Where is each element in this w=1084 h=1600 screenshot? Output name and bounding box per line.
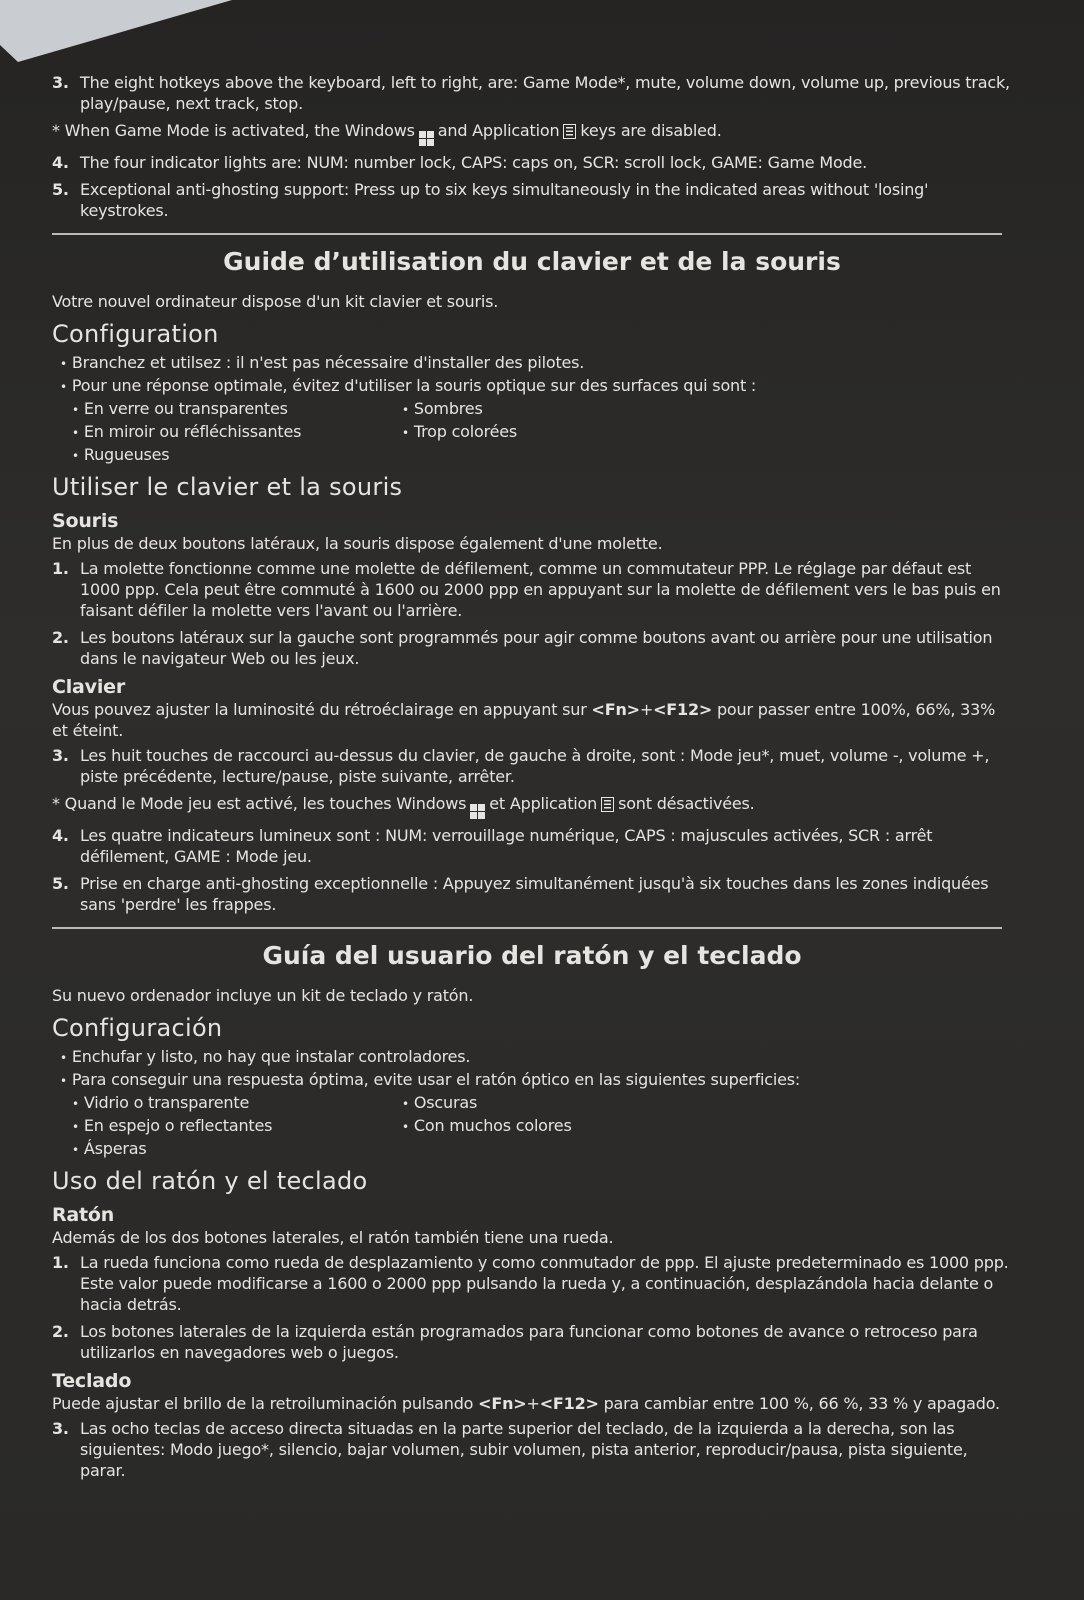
intro-text: Su nuevo ordenador incluye un kit de teclado y ratón. bbox=[52, 986, 474, 1005]
f12-key: <F12> bbox=[539, 1394, 599, 1413]
footnote-text: * Quand le Mode jeu est activé, les touches Windows bbox=[52, 794, 467, 813]
mouse-heading: Ratón bbox=[52, 1204, 115, 1226]
keyboard-intro-text: Puede ajustar el brillo de la retroiluminación pulsando bbox=[52, 1394, 479, 1413]
item-text: Exceptional anti-ghosting support: Press up to six keys simultaneously in the indicated areas without 'losing' keystrokes. bbox=[80, 180, 929, 220]
item-text: La molette fonctionne comme une molette de défilement, comme un commutateur PPP. Le réglage par défaut est 1000 ppp. Cela peut être commuté à 1600 ou 2000 ppp en appuyant sur la molette de défilement vers le bas puis en faisant défiler la molette vers l'avant ou l'arrière. bbox=[80, 559, 1001, 620]
mouse-heading: Souris bbox=[52, 510, 119, 532]
bullet-item: • Branchez et utilsez : il n'est pas nécessaire d'installer des pilotes. bbox=[52, 352, 1012, 375]
item-text: Las ocho teclas de acceso directa situadas en la parte superior del teclado, de la izquierda a la derecha, son las siguientes: Modo juego*, silencio, bajar volumen, subir volumen, pista anterior, reproducir/pausa, pista siguiente, parar. bbox=[80, 1419, 968, 1480]
mouse-intro: En plus de deux boutons latéraux, la souris dispose également d'une molette. bbox=[52, 534, 663, 553]
item-text: The four indicator lights are: NUM: number lock, CAPS: caps on, SCR: scroll lock, GAME: Game Mode. bbox=[80, 153, 868, 172]
keyboard-heading: Clavier bbox=[52, 676, 126, 698]
item-number: 5. bbox=[52, 180, 69, 199]
item-text: The eight hotkeys above the keyboard, left to right, are: Game Mode*, mute, volume down, volume up, previous track, play/pause, next track, stop. bbox=[80, 73, 1010, 113]
item-text: La rueda funciona como rueda de desplazamiento y como conmutador de ppp. El ajuste predeterminado es 1000 ppp. Este valor puede modificarse a 1600 o 2000 ppp pulsando la rueda y, a continuación, desplazándola hacia delante o hacia detrás. bbox=[80, 1253, 1009, 1314]
numbered-item bbox=[52, 1252, 1012, 1315]
spanish-section bbox=[52, 927, 1012, 1481]
surface-list bbox=[52, 398, 1012, 467]
intro-text: Votre nouvel ordinateur dispose d'un kit clavier et souris. bbox=[52, 292, 499, 311]
paper-corner bbox=[0, 0, 240, 62]
surface-list bbox=[52, 1092, 1012, 1161]
section-divider bbox=[52, 233, 1002, 235]
item-text: Les quatre indicateurs lumineux sont : NUM: verrouillage numérique, CAPS : majuscules activées, SCR : arrêt défilement, GAME : Mode jeu. bbox=[80, 826, 933, 866]
footnote-text: and Application bbox=[437, 121, 560, 140]
item-text: Los botones laterales de la izquierda están programados para funcionar como botones de avance o retroceso para utilizarlos en navegadores web o juegos. bbox=[80, 1322, 978, 1362]
surface-item: • En espejo o reflectantes bbox=[66, 1115, 396, 1138]
item-text: Les boutons latéraux sur la gauche sont programmés pour agir comme boutons avant ou arrière pour une utilisation dans le navigateur Web ou les jeux. bbox=[80, 628, 993, 668]
document-page bbox=[52, 68, 1012, 1487]
bullet-item: • Para conseguir una respuesta óptima, evite usar el ratón óptico en las siguientes superficies: bbox=[52, 1069, 1012, 1092]
surface-item: • Con muchos colores bbox=[396, 1115, 716, 1138]
item-text: Les huit touches de raccourci au-dessus du clavier, de gauche à droite, sont : Mode jeu*, muet, volume -, volume +, piste précédente, lecture/pause, piste suivante, arrêter. bbox=[80, 746, 990, 786]
numbered-item bbox=[52, 825, 1012, 867]
surface-item: • Sombres bbox=[396, 398, 716, 421]
footnote-text: et Application bbox=[489, 794, 598, 813]
footnote-text: * When Game Mode is activated, the Windows bbox=[52, 121, 415, 140]
keyboard-intro-text: pour passer entre 100%, 66%, 33% et éteint. bbox=[52, 700, 996, 740]
section-title: Guía del usuario del ratón y el teclado bbox=[262, 941, 802, 970]
numbered-item bbox=[52, 179, 1012, 221]
item-text: Prise en charge anti-ghosting exceptionnelle : Appuyez simultanément jusqu'à six touches dans les zones indiquées sans 'perdre' les frappes. bbox=[80, 874, 989, 914]
bullet-item: • Enchufar y listo, no hay que instalar controladores. bbox=[52, 1046, 1012, 1069]
footnote bbox=[52, 120, 1012, 146]
usage-heading: Utiliser le clavier et la souris bbox=[52, 473, 403, 501]
numbered-item bbox=[52, 745, 1012, 787]
surface-item: • Oscuras bbox=[396, 1092, 716, 1115]
keyboard-intro-text: + bbox=[526, 1394, 540, 1413]
application-key-icon bbox=[601, 797, 614, 812]
numbered-item bbox=[52, 627, 1012, 669]
f12-key: <F12> bbox=[653, 700, 713, 719]
section-divider bbox=[52, 927, 1002, 929]
item-number: 3. bbox=[52, 73, 69, 92]
keyboard-heading: Teclado bbox=[52, 1370, 132, 1392]
footnote-text: keys are disabled. bbox=[580, 121, 722, 140]
surface-item: • Rugueuses bbox=[66, 444, 396, 467]
windows-key-icon bbox=[419, 131, 434, 146]
english-section bbox=[52, 72, 1012, 221]
fn-key: <Fn> bbox=[478, 1394, 527, 1413]
windows-key-icon bbox=[470, 804, 485, 819]
configuration-heading: Configuración bbox=[52, 1014, 223, 1042]
numbered-item bbox=[52, 152, 1012, 173]
application-key-icon bbox=[563, 124, 576, 139]
footnote bbox=[52, 793, 1012, 819]
keyboard-intro bbox=[52, 699, 1012, 741]
usage-heading: Uso del ratón y el teclado bbox=[52, 1167, 368, 1195]
footnote-text: sont désactivées. bbox=[618, 794, 755, 813]
surface-item: • Trop colorées bbox=[396, 421, 716, 444]
item-number: 3. bbox=[52, 746, 69, 765]
configuration-heading: Configuration bbox=[52, 320, 219, 348]
numbered-item bbox=[52, 72, 1012, 114]
surface-item: • En miroir ou réfléchissantes bbox=[66, 421, 396, 444]
numbered-item bbox=[52, 558, 1012, 621]
mouse-intro: Además de los dos botones laterales, el ratón también tiene una rueda. bbox=[52, 1228, 614, 1247]
fn-key: <Fn> bbox=[591, 700, 640, 719]
numbered-item bbox=[52, 1418, 1012, 1481]
item-number: 2. bbox=[52, 1322, 69, 1341]
surface-item: • Ásperas bbox=[66, 1138, 396, 1161]
keyboard-intro-text: para cambiar entre 100 %, 66 %, 33 % y apagado. bbox=[598, 1394, 1000, 1413]
item-number: 4. bbox=[52, 153, 69, 172]
keyboard-intro bbox=[52, 1393, 1012, 1414]
item-number: 1. bbox=[52, 559, 69, 578]
numbered-item bbox=[52, 1321, 1012, 1363]
item-number: 2. bbox=[52, 628, 69, 647]
surface-item: • En verre ou transparentes bbox=[66, 398, 396, 421]
surface-item: • Vidrio o transparente bbox=[66, 1092, 396, 1115]
item-number: 1. bbox=[52, 1253, 69, 1272]
keyboard-intro-text: + bbox=[639, 700, 654, 719]
numbered-item bbox=[52, 873, 1012, 915]
section-title: Guide d’utilisation du clavier et de la souris bbox=[223, 247, 841, 276]
french-section bbox=[52, 233, 1012, 915]
item-number: 5. bbox=[52, 874, 69, 893]
item-number: 4. bbox=[52, 826, 69, 845]
bullet-item: • Pour une réponse optimale, évitez d'utiliser la souris optique sur des surfaces qui sont : bbox=[52, 375, 1012, 398]
keyboard-intro-text: Vous pouvez ajuster la luminosité du rétroéclairage en appuyant sur bbox=[52, 700, 592, 719]
item-number: 3. bbox=[52, 1419, 69, 1438]
